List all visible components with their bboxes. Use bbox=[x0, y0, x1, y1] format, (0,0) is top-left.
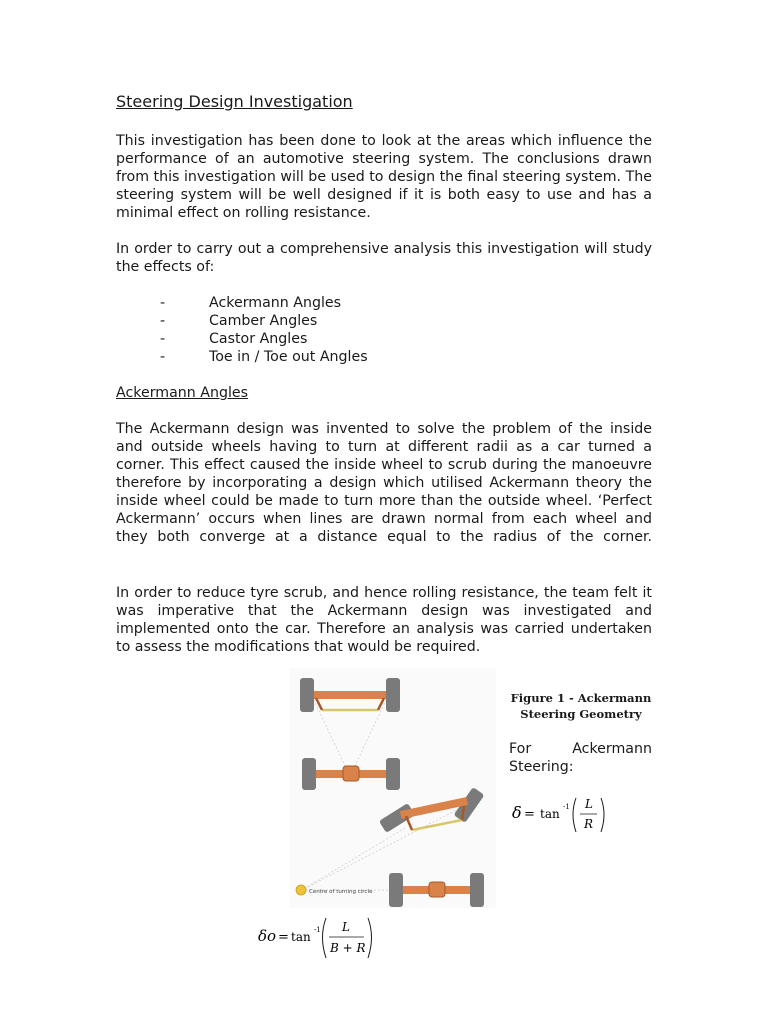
eq-equals: = bbox=[278, 930, 289, 945]
axle-beam bbox=[314, 691, 386, 699]
eq-lhs: δ bbox=[512, 803, 522, 822]
centre-point-icon bbox=[296, 885, 306, 895]
differential bbox=[343, 766, 359, 781]
list-dash: - bbox=[160, 349, 166, 365]
equation-ackermann bbox=[510, 792, 610, 836]
eq-function: tan bbox=[540, 807, 560, 821]
eq-left-paren bbox=[573, 798, 576, 832]
eq-function: tan bbox=[291, 930, 311, 944]
section-heading-ackermann: Ackermann Angles bbox=[116, 385, 249, 401]
for-ackermann-line: Steering: bbox=[509, 759, 574, 775]
figure-caption-line: Figure 1 - Ackermann bbox=[510, 691, 652, 705]
tyre-scrub-paragraph: In order to reduce tyre scrub, and hence rolling resistance, the team felt it was imperative that the Ackermann design was investigated and implemented onto the car. Therefore an analysis was carried undertaken to assess the modifications that would be required. bbox=[116, 585, 652, 655]
differential bbox=[429, 882, 445, 897]
list-dash: - bbox=[160, 313, 166, 329]
tyre-icon bbox=[386, 758, 400, 790]
list-dash: - bbox=[160, 331, 166, 347]
ackermann-paragraph: The Ackermann design was invented to solve the problem of the inside and outside wheels having to turn at different radii as a car turned a corner. This effect caused the inside wheel to scrub during the manoeuvre therefore by incorporating a design which utilised Ackermann theory the inside wheel could be made to turn more than the outside wheel. ‘Perfect Ackermann’ occurs when lines are drawn normal from each wheel and they both converge at a distance equal to the radius of the corner. bbox=[116, 421, 652, 545]
figure-caption-line: Steering Geometry bbox=[520, 707, 642, 721]
list-item-text: Camber Angles bbox=[209, 313, 318, 329]
tyre-icon bbox=[389, 873, 403, 907]
eq-denominator: R bbox=[584, 817, 594, 831]
eq-equals: = bbox=[524, 807, 535, 822]
eq-exponent: -1 bbox=[563, 803, 570, 811]
tyre-icon bbox=[470, 873, 484, 907]
ackermann-diagram bbox=[290, 668, 496, 908]
eq-numerator: L bbox=[342, 920, 350, 934]
for-ackermann-line: For Ackermann bbox=[509, 741, 652, 757]
equation-outer-wheel bbox=[256, 912, 381, 962]
list-item-text: Ackermann Angles bbox=[209, 295, 342, 311]
eq-left-paren bbox=[323, 918, 327, 958]
eq-denominator: B + R bbox=[330, 941, 366, 955]
figure-caption bbox=[506, 690, 656, 722]
centre-label: Centre of turning circle bbox=[309, 889, 373, 895]
list-item-text: Toe in / Toe out Angles bbox=[209, 349, 368, 365]
eq-lhs: δo bbox=[258, 927, 277, 945]
tyre-icon bbox=[386, 678, 400, 712]
eq-numerator: L bbox=[585, 797, 593, 811]
eq-right-paren bbox=[368, 918, 372, 958]
page-title: Steering Design Investigation bbox=[116, 92, 353, 111]
analysis-intro-paragraph: In order to carry out a comprehensive analysis this investigation will study the effects of: bbox=[116, 241, 652, 275]
eq-right-paren bbox=[601, 798, 604, 832]
eq-exponent: -1 bbox=[314, 926, 321, 934]
for-ackermann-text bbox=[509, 740, 652, 776]
tyre-icon bbox=[302, 758, 316, 790]
list-item-text: Castor Angles bbox=[209, 331, 308, 347]
intro-paragraph: This investigation has been done to look at the areas which influence the performance of an automotive steering system. The conclusions drawn from this investigation will be used to design the final steering system. The steering system will be well designed if it is both easy to use and has a minimal effect on rolling resistance. bbox=[116, 133, 652, 221]
tyre-icon bbox=[300, 678, 314, 712]
list-dash: - bbox=[160, 295, 166, 311]
